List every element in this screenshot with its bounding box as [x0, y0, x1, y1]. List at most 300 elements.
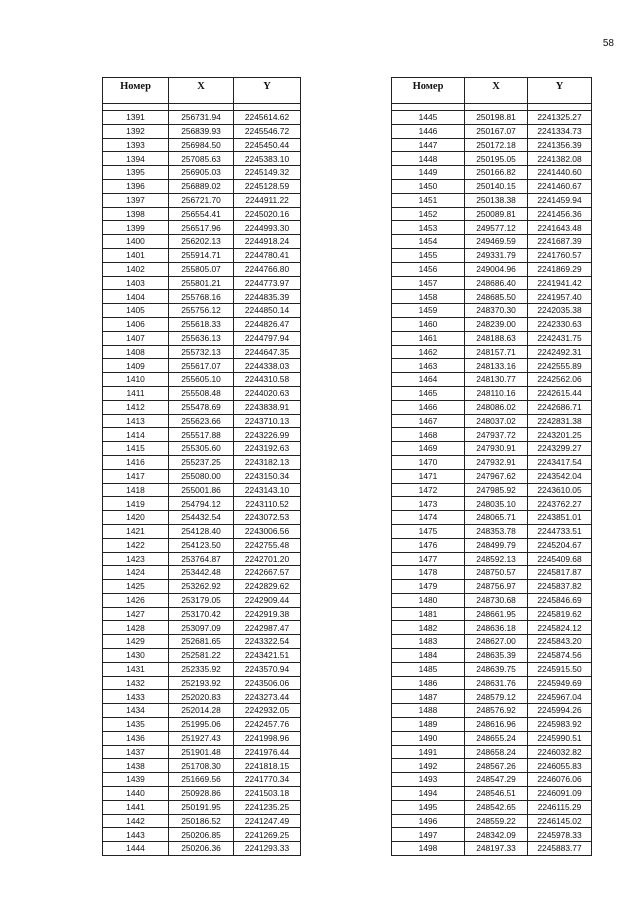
y-coordinate-cell: 2244310.58: [234, 373, 301, 387]
point-number-cell: 1392: [103, 124, 169, 138]
coordinates-table-right: [391, 77, 592, 856]
x-coordinate-cell: 256889.02: [169, 179, 234, 193]
point-number-cell: 1479: [392, 580, 465, 594]
y-coordinate-cell: 2241957.40: [528, 290, 592, 304]
y-coordinate-cell: 2243762.27: [528, 497, 592, 511]
y-coordinate-cell: 2242831.38: [528, 414, 592, 428]
y-coordinate-cell: 2241643.48: [528, 221, 592, 235]
point-number-cell: 1490: [392, 731, 465, 745]
x-coordinate-cell: 252581.22: [169, 649, 234, 663]
y-coordinate-cell: 2241770.34: [234, 773, 301, 787]
table-row: [392, 718, 592, 732]
x-coordinate-cell: 248499.79: [465, 538, 528, 552]
point-number-cell: 1466: [392, 400, 465, 414]
y-coordinate-cell: 2245994.26: [528, 704, 592, 718]
table-row: [392, 635, 592, 649]
x-coordinate-cell: 248658.24: [465, 745, 528, 759]
y-coordinate-cell: 2244835.39: [234, 290, 301, 304]
table-row: [392, 124, 592, 138]
x-coordinate-cell: 248370.30: [465, 304, 528, 318]
x-coordinate-cell: 253442.48: [169, 566, 234, 580]
y-coordinate-cell: 2243506.06: [234, 676, 301, 690]
x-coordinate-cell: 255914.71: [169, 248, 234, 262]
point-number-cell: 1492: [392, 759, 465, 773]
y-coordinate-cell: 2243072.53: [234, 511, 301, 525]
table-row: [392, 676, 592, 690]
x-coordinate-cell: 250166.82: [465, 166, 528, 180]
y-coordinate-cell: 2245949.69: [528, 676, 592, 690]
point-number-cell: 1418: [103, 483, 169, 497]
x-coordinate-cell: 250186.52: [169, 814, 234, 828]
table-row: [103, 690, 301, 704]
y-coordinate-cell: 2244647.35: [234, 345, 301, 359]
table-row: [103, 800, 301, 814]
x-coordinate-cell: 252014.28: [169, 704, 234, 718]
table-row: [103, 511, 301, 525]
table-row: [392, 386, 592, 400]
point-number-cell: 1477: [392, 552, 465, 566]
x-coordinate-cell: 248188.63: [465, 331, 528, 345]
y-coordinate-cell: 2245819.62: [528, 607, 592, 621]
table-row: [392, 166, 592, 180]
x-coordinate-cell: 248627.00: [465, 635, 528, 649]
x-coordinate-cell: 248579.12: [465, 690, 528, 704]
y-coordinate-cell: 2245967.04: [528, 690, 592, 704]
point-number-cell: 1467: [392, 414, 465, 428]
y-coordinate-cell: 2243299.27: [528, 442, 592, 456]
x-coordinate-cell: 248576.92: [465, 704, 528, 718]
table-row: [103, 566, 301, 580]
table-row: [103, 276, 301, 290]
point-number-cell: 1397: [103, 193, 169, 207]
point-number-cell: 1401: [103, 248, 169, 262]
x-coordinate-cell: 249577.12: [465, 221, 528, 235]
x-coordinate-cell: 255001.86: [169, 483, 234, 497]
point-number-cell: 1399: [103, 221, 169, 235]
table-row: [103, 497, 301, 511]
table-row: [392, 400, 592, 414]
table-row: [392, 455, 592, 469]
x-coordinate-cell: 250172.18: [465, 138, 528, 152]
y-coordinate-cell: 2244911.22: [234, 193, 301, 207]
table-row: [103, 704, 301, 718]
y-coordinate-cell: 2243201.25: [528, 428, 592, 442]
point-number-cell: 1455: [392, 248, 465, 262]
table-body: [392, 111, 592, 856]
table-row: [103, 718, 301, 732]
x-coordinate-cell: 255237.25: [169, 455, 234, 469]
y-coordinate-cell: 2244993.30: [234, 221, 301, 235]
table-row: [103, 607, 301, 621]
point-number-cell: 1493: [392, 773, 465, 787]
y-coordinate-cell: 2246032.82: [528, 745, 592, 759]
x-coordinate-cell: 254123.50: [169, 538, 234, 552]
table-row: [392, 773, 592, 787]
point-number-cell: 1496: [392, 814, 465, 828]
y-coordinate-cell: 2241998.96: [234, 731, 301, 745]
point-number-cell: 1396: [103, 179, 169, 193]
point-number-cell: 1412: [103, 400, 169, 414]
x-coordinate-cell: 252681.65: [169, 635, 234, 649]
point-number-cell: 1393: [103, 138, 169, 152]
x-coordinate-cell: 253179.05: [169, 593, 234, 607]
y-coordinate-cell: 2241382.08: [528, 152, 592, 166]
table-row: [392, 428, 592, 442]
point-number-cell: 1447: [392, 138, 465, 152]
x-coordinate-cell: 248133.16: [465, 359, 528, 373]
point-number-cell: 1485: [392, 662, 465, 676]
table-row: [103, 179, 301, 193]
point-number-cell: 1495: [392, 800, 465, 814]
y-coordinate-cell: 2242829.62: [234, 580, 301, 594]
y-coordinate-cell: 2245915.50: [528, 662, 592, 676]
table-row: [103, 166, 301, 180]
point-number-cell: 1476: [392, 538, 465, 552]
x-coordinate-cell: 248685.50: [465, 290, 528, 304]
table-row: [103, 138, 301, 152]
table-row: [392, 304, 592, 318]
y-coordinate-cell: 2243851.01: [528, 511, 592, 525]
y-coordinate-cell: 2241334.73: [528, 124, 592, 138]
table-row: [392, 414, 592, 428]
table-row: [392, 442, 592, 456]
x-coordinate-cell: 250198.81: [465, 111, 528, 125]
point-number-cell: 1456: [392, 262, 465, 276]
table-row: [392, 552, 592, 566]
y-coordinate-cell: 2245874.56: [528, 649, 592, 663]
x-coordinate-cell: 248636.18: [465, 621, 528, 635]
x-coordinate-cell: 256839.93: [169, 124, 234, 138]
y-coordinate-cell: 2241460.67: [528, 179, 592, 193]
y-coordinate-cell: 2245128.59: [234, 179, 301, 193]
x-coordinate-cell: 248616.96: [465, 718, 528, 732]
x-coordinate-cell: 248065.71: [465, 511, 528, 525]
point-number-cell: 1470: [392, 455, 465, 469]
point-number-cell: 1423: [103, 552, 169, 566]
y-coordinate-cell: 2245824.12: [528, 621, 592, 635]
table-row: [103, 552, 301, 566]
x-coordinate-cell: 256731.94: [169, 111, 234, 125]
point-number-cell: 1435: [103, 718, 169, 732]
point-number-cell: 1443: [103, 828, 169, 842]
x-coordinate-cell: 251927.43: [169, 731, 234, 745]
y-coordinate-cell: 2245614.62: [234, 111, 301, 125]
point-number-cell: 1400: [103, 235, 169, 249]
point-number-cell: 1473: [392, 497, 465, 511]
y-coordinate-cell: 2243182.13: [234, 455, 301, 469]
y-coordinate-cell: 2245983.92: [528, 718, 592, 732]
x-coordinate-cell: 255508.48: [169, 386, 234, 400]
y-coordinate-cell: 2246055.83: [528, 759, 592, 773]
x-coordinate-cell: 250928.86: [169, 787, 234, 801]
table-row: [392, 842, 592, 856]
point-number-cell: 1462: [392, 345, 465, 359]
y-coordinate-cell: 2242431.75: [528, 331, 592, 345]
y-coordinate-cell: 2244850.14: [234, 304, 301, 318]
y-coordinate-cell: 2244780.41: [234, 248, 301, 262]
x-coordinate-cell: 254128.40: [169, 524, 234, 538]
x-coordinate-cell: 253097.09: [169, 621, 234, 635]
x-coordinate-cell: 254432.54: [169, 511, 234, 525]
y-coordinate-cell: 2244773.97: [234, 276, 301, 290]
point-number-cell: 1415: [103, 442, 169, 456]
x-coordinate-cell: 247932.91: [465, 455, 528, 469]
point-number-cell: 1395: [103, 166, 169, 180]
point-number-cell: 1407: [103, 331, 169, 345]
point-number-cell: 1408: [103, 345, 169, 359]
y-coordinate-cell: 2241459.94: [528, 193, 592, 207]
y-coordinate-cell: 2243192.63: [234, 442, 301, 456]
y-coordinate-cell: 2242686.71: [528, 400, 592, 414]
x-coordinate-cell: 255305.60: [169, 442, 234, 456]
table-row: [103, 662, 301, 676]
point-number-cell: 1465: [392, 386, 465, 400]
x-coordinate-cell: 248239.00: [465, 317, 528, 331]
y-coordinate-cell: 2241976.44: [234, 745, 301, 759]
table-row: [103, 580, 301, 594]
point-number-cell: 1398: [103, 207, 169, 221]
x-coordinate-cell: 248037.02: [465, 414, 528, 428]
point-number-cell: 1438: [103, 759, 169, 773]
x-coordinate-cell: 247930.91: [465, 442, 528, 456]
y-coordinate-cell: 2241760.57: [528, 248, 592, 262]
table-row: [103, 331, 301, 345]
point-number-cell: 1437: [103, 745, 169, 759]
table-row: [103, 248, 301, 262]
point-number-cell: 1461: [392, 331, 465, 345]
y-coordinate-cell: 2244826.47: [234, 317, 301, 331]
y-coordinate-cell: 2244733.51: [528, 524, 592, 538]
x-coordinate-cell: 248655.24: [465, 731, 528, 745]
y-coordinate-cell: 2244797.94: [234, 331, 301, 345]
point-number-cell: 1403: [103, 276, 169, 290]
x-coordinate-cell: 251708.30: [169, 759, 234, 773]
y-coordinate-cell: 2243226.99: [234, 428, 301, 442]
table-row: [392, 317, 592, 331]
x-coordinate-cell: 256905.03: [169, 166, 234, 180]
point-number-cell: 1497: [392, 828, 465, 842]
y-coordinate-cell: 2241269.25: [234, 828, 301, 842]
table-row: [392, 607, 592, 621]
table-row: [103, 262, 301, 276]
y-coordinate-cell: 2246145.02: [528, 814, 592, 828]
y-coordinate-cell: 2245149.32: [234, 166, 301, 180]
table-row: [103, 400, 301, 414]
y-coordinate-cell: 2243710.13: [234, 414, 301, 428]
table-row: [392, 235, 592, 249]
y-coordinate-cell: 2242909.44: [234, 593, 301, 607]
point-number-cell: 1428: [103, 621, 169, 635]
point-number-cell: 1482: [392, 621, 465, 635]
y-coordinate-cell: 2244766.80: [234, 262, 301, 276]
y-coordinate-cell: 2241440.60: [528, 166, 592, 180]
point-number-cell: 1409: [103, 359, 169, 373]
table-row: [392, 469, 592, 483]
y-coordinate-cell: 2242492.31: [528, 345, 592, 359]
table-row: [392, 745, 592, 759]
x-coordinate-cell: 255080.00: [169, 469, 234, 483]
x-coordinate-cell: 247937.72: [465, 428, 528, 442]
table-row: [392, 759, 592, 773]
table-row: [103, 731, 301, 745]
point-number-cell: 1475: [392, 524, 465, 538]
point-number-cell: 1491: [392, 745, 465, 759]
point-number-cell: 1391: [103, 111, 169, 125]
x-coordinate-cell: 248546.51: [465, 787, 528, 801]
y-coordinate-cell: 2241293.33: [234, 842, 301, 856]
x-coordinate-cell: 249004.96: [465, 262, 528, 276]
y-coordinate-cell: 2246076.06: [528, 773, 592, 787]
point-number-cell: 1498: [392, 842, 465, 856]
y-coordinate-cell: 2245450.44: [234, 138, 301, 152]
x-coordinate-cell: 251669.56: [169, 773, 234, 787]
y-coordinate-cell: 2245020.16: [234, 207, 301, 221]
x-coordinate-cell: 255623.66: [169, 414, 234, 428]
y-coordinate-cell: 2245383.10: [234, 152, 301, 166]
y-coordinate-cell: 2242035.38: [528, 304, 592, 318]
point-number-cell: 1421: [103, 524, 169, 538]
x-coordinate-cell: 248130.77: [465, 373, 528, 387]
x-coordinate-cell: 255801.21: [169, 276, 234, 290]
table-row: [103, 455, 301, 469]
y-coordinate-cell: 2245546.72: [234, 124, 301, 138]
table-row: [392, 704, 592, 718]
x-coordinate-cell: 247967.62: [465, 469, 528, 483]
table-row: [103, 524, 301, 538]
y-coordinate-cell: 2242919.38: [234, 607, 301, 621]
table-row: [103, 373, 301, 387]
x-coordinate-cell: 250167.07: [465, 124, 528, 138]
table-row: [392, 138, 592, 152]
y-coordinate-cell: 2243542.04: [528, 469, 592, 483]
x-coordinate-cell: 248086.02: [465, 400, 528, 414]
table-row: [103, 483, 301, 497]
y-coordinate-cell: 2245846.69: [528, 593, 592, 607]
table-row: [392, 359, 592, 373]
point-number-cell: 1430: [103, 649, 169, 663]
point-number-cell: 1452: [392, 207, 465, 221]
point-number-cell: 1457: [392, 276, 465, 290]
table-row: [103, 842, 301, 856]
x-coordinate-cell: 256202.13: [169, 235, 234, 249]
point-number-cell: 1440: [103, 787, 169, 801]
table-row: [103, 745, 301, 759]
y-coordinate-cell: 2241941.42: [528, 276, 592, 290]
x-coordinate-cell: 255618.33: [169, 317, 234, 331]
table-row: [392, 152, 592, 166]
x-coordinate-cell: 248110.16: [465, 386, 528, 400]
x-coordinate-cell: 248756.97: [465, 580, 528, 594]
y-coordinate-cell: 2245990.51: [528, 731, 592, 745]
point-number-cell: 1488: [392, 704, 465, 718]
y-coordinate-cell: 2245978.33: [528, 828, 592, 842]
point-number-cell: 1472: [392, 483, 465, 497]
table-row: [103, 221, 301, 235]
table-row: [103, 787, 301, 801]
y-coordinate-cell: 2243006.56: [234, 524, 301, 538]
x-coordinate-cell: 248639.75: [465, 662, 528, 676]
x-coordinate-cell: 248035.10: [465, 497, 528, 511]
y-coordinate-cell: 2242457.76: [234, 718, 301, 732]
x-coordinate-cell: 250191.95: [169, 800, 234, 814]
point-number-cell: 1451: [392, 193, 465, 207]
table-row: [392, 538, 592, 552]
point-number-cell: 1413: [103, 414, 169, 428]
column-header-y: Y: [234, 78, 301, 104]
point-number-cell: 1429: [103, 635, 169, 649]
y-coordinate-cell: 2242555.89: [528, 359, 592, 373]
y-coordinate-cell: 2245817.87: [528, 566, 592, 580]
x-coordinate-cell: 250089.81: [465, 207, 528, 221]
point-number-cell: 1404: [103, 290, 169, 304]
y-coordinate-cell: 2244020.63: [234, 386, 301, 400]
table-row: [392, 373, 592, 387]
point-number-cell: 1454: [392, 235, 465, 249]
x-coordinate-cell: 248542.65: [465, 800, 528, 814]
point-number-cell: 1484: [392, 649, 465, 663]
y-coordinate-cell: 2245837.82: [528, 580, 592, 594]
point-number-cell: 1468: [392, 428, 465, 442]
x-coordinate-cell: 250140.15: [465, 179, 528, 193]
table-row: [392, 179, 592, 193]
x-coordinate-cell: 251995.06: [169, 718, 234, 732]
x-coordinate-cell: 247985.92: [465, 483, 528, 497]
point-number-cell: 1420: [103, 511, 169, 525]
point-number-cell: 1450: [392, 179, 465, 193]
table-row: [392, 649, 592, 663]
point-number-cell: 1427: [103, 607, 169, 621]
x-coordinate-cell: 248631.76: [465, 676, 528, 690]
table-row: [103, 386, 301, 400]
table-row: [392, 483, 592, 497]
point-number-cell: 1460: [392, 317, 465, 331]
y-coordinate-cell: 2241503.18: [234, 787, 301, 801]
table-row: [392, 621, 592, 635]
x-coordinate-cell: 248592.13: [465, 552, 528, 566]
point-number-cell: 1410: [103, 373, 169, 387]
y-coordinate-cell: 2243110.52: [234, 497, 301, 511]
x-coordinate-cell: 248730.68: [465, 593, 528, 607]
point-number-cell: 1464: [392, 373, 465, 387]
point-number-cell: 1459: [392, 304, 465, 318]
point-number-cell: 1448: [392, 152, 465, 166]
x-coordinate-cell: 252193.92: [169, 676, 234, 690]
table-row: [392, 331, 592, 345]
y-coordinate-cell: 2244338.03: [234, 359, 301, 373]
table-row: [103, 469, 301, 483]
y-coordinate-cell: 2242330.63: [528, 317, 592, 331]
point-number-cell: 1494: [392, 787, 465, 801]
y-coordinate-cell: 2243570.94: [234, 662, 301, 676]
y-coordinate-cell: 2245409.68: [528, 552, 592, 566]
y-coordinate-cell: 2241235.25: [234, 800, 301, 814]
point-number-cell: 1422: [103, 538, 169, 552]
table-row: [392, 524, 592, 538]
table-row: [392, 580, 592, 594]
point-number-cell: 1441: [103, 800, 169, 814]
y-coordinate-cell: 2243421.51: [234, 649, 301, 663]
table-row: [103, 538, 301, 552]
y-coordinate-cell: 2242932.05: [234, 704, 301, 718]
x-coordinate-cell: 255617.07: [169, 359, 234, 373]
table-row: [103, 814, 301, 828]
point-number-cell: 1449: [392, 166, 465, 180]
point-number-cell: 1406: [103, 317, 169, 331]
y-coordinate-cell: 2242755.48: [234, 538, 301, 552]
x-coordinate-cell: 248353.78: [465, 524, 528, 538]
point-number-cell: 1463: [392, 359, 465, 373]
x-coordinate-cell: 255732.13: [169, 345, 234, 359]
